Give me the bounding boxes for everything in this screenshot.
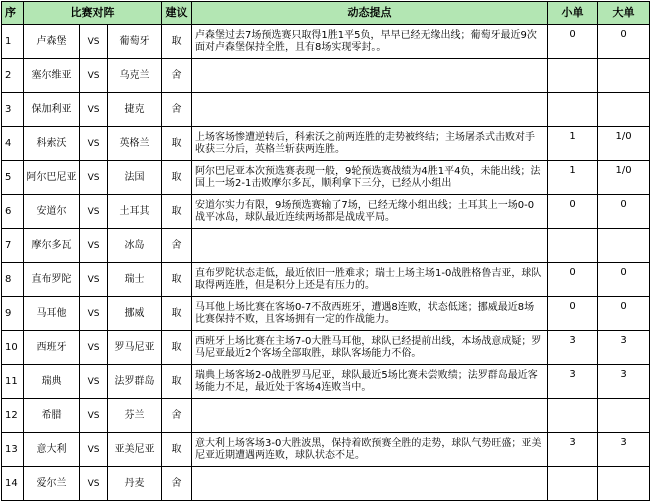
small-value bbox=[548, 59, 598, 93]
table-row bbox=[2, 127, 650, 161]
row-number: 9 bbox=[2, 297, 24, 331]
vs-label: VS bbox=[80, 161, 108, 195]
row-number: 3 bbox=[2, 93, 24, 127]
away-team: 葡萄牙 bbox=[108, 25, 162, 59]
small-value: 3 bbox=[548, 365, 598, 399]
match-note: 直布罗陀状态走低，最近依旧一胜难求；瑞士上场主场1-0战胜格鲁吉亚，球队取得两连胜，但是积分上还是有压力的。 bbox=[192, 263, 548, 297]
big-value bbox=[598, 229, 650, 263]
recommendation: 取 bbox=[162, 161, 192, 195]
vs-label: VS bbox=[80, 365, 108, 399]
row-number: 14 bbox=[2, 467, 24, 501]
home-team: 直布罗陀 bbox=[24, 263, 80, 297]
header-rec: 建议 bbox=[162, 2, 192, 25]
vs-label: VS bbox=[80, 127, 108, 161]
small-value bbox=[548, 93, 598, 127]
table-row bbox=[2, 93, 650, 127]
small-value: 1 bbox=[548, 161, 598, 195]
table-row bbox=[2, 467, 650, 501]
big-value: 3 bbox=[598, 365, 650, 399]
vs-label: VS bbox=[80, 331, 108, 365]
header-seq: 序 bbox=[2, 2, 24, 25]
table-row bbox=[2, 195, 650, 229]
home-team: 阿尔巴尼亚 bbox=[24, 161, 80, 195]
match-note bbox=[192, 467, 548, 501]
home-team: 卢森堡 bbox=[24, 25, 80, 59]
row-number: 8 bbox=[2, 263, 24, 297]
header-big: 大单 bbox=[598, 2, 650, 25]
away-team: 法罗群岛 bbox=[108, 365, 162, 399]
big-value: 0 bbox=[598, 195, 650, 229]
recommendation: 取 bbox=[162, 297, 192, 331]
match-note bbox=[192, 59, 548, 93]
home-team: 科索沃 bbox=[24, 127, 80, 161]
home-team: 安道尔 bbox=[24, 195, 80, 229]
table-row bbox=[2, 297, 650, 331]
vs-label: VS bbox=[80, 433, 108, 467]
small-value: 0 bbox=[548, 297, 598, 331]
vs-label: VS bbox=[80, 467, 108, 501]
vs-label: VS bbox=[80, 25, 108, 59]
match-note bbox=[192, 93, 548, 127]
header-row bbox=[2, 2, 650, 25]
table-row bbox=[2, 365, 650, 399]
row-number: 1 bbox=[2, 25, 24, 59]
match-note: 瑞典上场客场2-0战胜罗马尼亚，球队最近5场比赛未尝败绩；法罗群岛最近客场能力不足，最近处于客场4连败当中。 bbox=[192, 365, 548, 399]
home-team: 希腊 bbox=[24, 399, 80, 433]
match-note: 意大利上场客场3-0大胜波黑，保持着欧预赛全胜的走势，球队气势旺盛；亚美尼亚近期遭遇两连败，球队状态不足。 bbox=[192, 433, 548, 467]
home-team: 塞尔维亚 bbox=[24, 59, 80, 93]
vs-label: VS bbox=[80, 195, 108, 229]
table-row bbox=[2, 59, 650, 93]
home-team: 瑞典 bbox=[24, 365, 80, 399]
recommendation: 舍 bbox=[162, 59, 192, 93]
vs-label: VS bbox=[80, 93, 108, 127]
recommendation: 取 bbox=[162, 365, 192, 399]
home-team: 意大利 bbox=[24, 433, 80, 467]
small-value: 0 bbox=[548, 263, 598, 297]
table-row bbox=[2, 161, 650, 195]
recommendation: 舍 bbox=[162, 399, 192, 433]
recommendation: 取 bbox=[162, 127, 192, 161]
small-value: 0 bbox=[548, 25, 598, 59]
recommendation: 取 bbox=[162, 263, 192, 297]
recommendation: 取 bbox=[162, 331, 192, 365]
small-value bbox=[548, 399, 598, 433]
header-match: 比赛对阵 bbox=[24, 2, 162, 25]
row-number: 7 bbox=[2, 229, 24, 263]
match-note bbox=[192, 229, 548, 263]
big-value: 0 bbox=[598, 263, 650, 297]
away-team: 亚美尼亚 bbox=[108, 433, 162, 467]
away-team: 罗马尼亚 bbox=[108, 331, 162, 365]
away-team: 丹麦 bbox=[108, 467, 162, 501]
small-value bbox=[548, 229, 598, 263]
match-note: 西班牙上场比赛在主场7-0大胜马耳他，球队已经提前出线，本场战意成疑；罗马尼亚最近2个客场全部取胜，球队客场能力不俗。 bbox=[192, 331, 548, 365]
big-value: 3 bbox=[598, 433, 650, 467]
home-team: 爱尔兰 bbox=[24, 467, 80, 501]
table-row bbox=[2, 331, 650, 365]
row-number: 13 bbox=[2, 433, 24, 467]
away-team: 土耳其 bbox=[108, 195, 162, 229]
table-row bbox=[2, 25, 650, 59]
recommendation: 取 bbox=[162, 25, 192, 59]
small-value bbox=[548, 467, 598, 501]
big-value: 0 bbox=[598, 25, 650, 59]
vs-label: VS bbox=[80, 263, 108, 297]
big-value bbox=[598, 93, 650, 127]
row-number: 12 bbox=[2, 399, 24, 433]
big-value bbox=[598, 467, 650, 501]
home-team: 摩尔多瓦 bbox=[24, 229, 80, 263]
away-team: 捷克 bbox=[108, 93, 162, 127]
table-row bbox=[2, 399, 650, 433]
recommendation: 舍 bbox=[162, 93, 192, 127]
vs-label: VS bbox=[80, 59, 108, 93]
home-team: 西班牙 bbox=[24, 331, 80, 365]
header-note: 动态提点 bbox=[192, 2, 548, 25]
match-note: 安道尔实力有限，9场预选赛输了7场，已经无缘小组出线；土耳其上一场0-0战平冰岛，球队最近连续两场都是战成平局。 bbox=[192, 195, 548, 229]
match-note: 阿尔巴尼亚本次预选赛表现一般，9轮预选赛战绩为4胜1平4负，未能出线；法国上一场2-1击败摩尔多瓦，顺利拿下三分，已经从小组出 bbox=[192, 161, 548, 195]
away-team: 英格兰 bbox=[108, 127, 162, 161]
recommendation: 取 bbox=[162, 195, 192, 229]
away-team: 冰岛 bbox=[108, 229, 162, 263]
big-value: 1/0 bbox=[598, 127, 650, 161]
table-row bbox=[2, 229, 650, 263]
big-value bbox=[598, 59, 650, 93]
table-row bbox=[2, 263, 650, 297]
recommendation: 取 bbox=[162, 433, 192, 467]
vs-label: VS bbox=[80, 229, 108, 263]
small-value: 3 bbox=[548, 433, 598, 467]
row-number: 10 bbox=[2, 331, 24, 365]
big-value: 0 bbox=[598, 297, 650, 331]
match-note: 上场客场惨遭逆转后，科索沃之前两连胜的走势被终结；主场屠杀式击败对手收获三分后，英格兰斩获两连胜。 bbox=[192, 127, 548, 161]
small-value: 1 bbox=[548, 127, 598, 161]
vs-label: VS bbox=[80, 297, 108, 331]
row-number: 6 bbox=[2, 195, 24, 229]
big-value bbox=[598, 399, 650, 433]
big-value: 3 bbox=[598, 331, 650, 365]
row-number: 5 bbox=[2, 161, 24, 195]
match-note: 卢森堡过去7场预选赛只取得1胜1平5负，早早已经无缘出线；葡萄牙最近9次面对卢森堡保持全胜，且有8场实现零封。。 bbox=[192, 25, 548, 59]
away-team: 乌克兰 bbox=[108, 59, 162, 93]
small-value: 0 bbox=[548, 195, 598, 229]
away-team: 挪威 bbox=[108, 297, 162, 331]
big-value: 1/0 bbox=[598, 161, 650, 195]
recommendation: 舍 bbox=[162, 467, 192, 501]
away-team: 法国 bbox=[108, 161, 162, 195]
small-value: 3 bbox=[548, 331, 598, 365]
vs-label: VS bbox=[80, 399, 108, 433]
home-team: 保加利亚 bbox=[24, 93, 80, 127]
row-number: 11 bbox=[2, 365, 24, 399]
away-team: 瑞士 bbox=[108, 263, 162, 297]
table-row bbox=[2, 433, 650, 467]
match-note: 马耳他上场比赛在客场0-7不敌西班牙，遭遇8连败，状态低迷；挪威最近8场比赛保持不败，且客场拥有一定的作战能力。 bbox=[192, 297, 548, 331]
row-number: 2 bbox=[2, 59, 24, 93]
home-team: 马耳他 bbox=[24, 297, 80, 331]
match-note bbox=[192, 399, 548, 433]
row-number: 4 bbox=[2, 127, 24, 161]
away-team: 芬兰 bbox=[108, 399, 162, 433]
recommendation: 舍 bbox=[162, 229, 192, 263]
match-table bbox=[1, 1, 650, 501]
header-small: 小单 bbox=[548, 2, 598, 25]
